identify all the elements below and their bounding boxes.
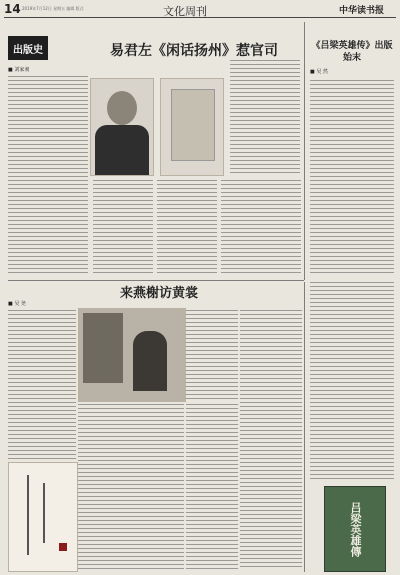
calligraphy-image [8, 462, 78, 572]
seal-stamp [59, 543, 67, 551]
article-column-5 [230, 60, 300, 175]
section-divider [8, 280, 304, 281]
book-cover-title: 吕梁英雄傳 [349, 501, 362, 557]
article-column-3 [157, 180, 217, 276]
second-article-column-1 [8, 310, 76, 460]
person-figure [133, 331, 167, 391]
sidebar-book-cover [324, 486, 386, 572]
article-column-1 [8, 76, 88, 276]
sidebar-text-bottom [310, 282, 394, 482]
sidebar-byline: ■ 吴 然 [310, 69, 328, 75]
sidebar-text-top [310, 80, 394, 275]
masthead: 中华读书报 [339, 6, 385, 16]
sidebar-divider [304, 22, 305, 280]
article-column-4 [221, 180, 301, 276]
page-number: 14 [4, 2, 21, 16]
calligraphy-stroke-2 [43, 483, 45, 543]
right-column-divider [304, 282, 305, 572]
second-article-byline: ■ 吴 尧 [8, 301, 26, 307]
calligraphy-stroke-1 [27, 475, 29, 555]
article-title: 易君左《闲话扬州》惹官司 [110, 43, 278, 59]
article-column-2 [93, 180, 153, 276]
date-line: 2019年7月12日 星期五 编辑 版式 [22, 6, 84, 11]
portrait-head [107, 91, 137, 125]
article-byline: ■ 刘家昶 [8, 67, 30, 73]
second-article-column-2 [186, 310, 238, 400]
second-article-column-3 [240, 310, 302, 570]
author-portrait-photo [90, 78, 154, 176]
column-tag-label: 出版史 [13, 44, 43, 56]
second-article-column-5 [186, 404, 238, 570]
bookshelf [83, 313, 123, 383]
page-header [0, 0, 400, 18]
sidebar-title: 《吕梁英雄传》出版始末 [311, 41, 393, 63]
portrait-body [95, 125, 149, 175]
book-shape [171, 89, 215, 161]
column-tag [8, 36, 48, 60]
second-article-title: 来燕榭访黄裳 [120, 286, 199, 301]
header-rule [4, 17, 396, 18]
section-title: 文化周刊 [163, 5, 207, 18]
interview-photo [78, 308, 186, 402]
book-cover-photo [160, 78, 224, 176]
second-article-column-4 [78, 404, 184, 570]
